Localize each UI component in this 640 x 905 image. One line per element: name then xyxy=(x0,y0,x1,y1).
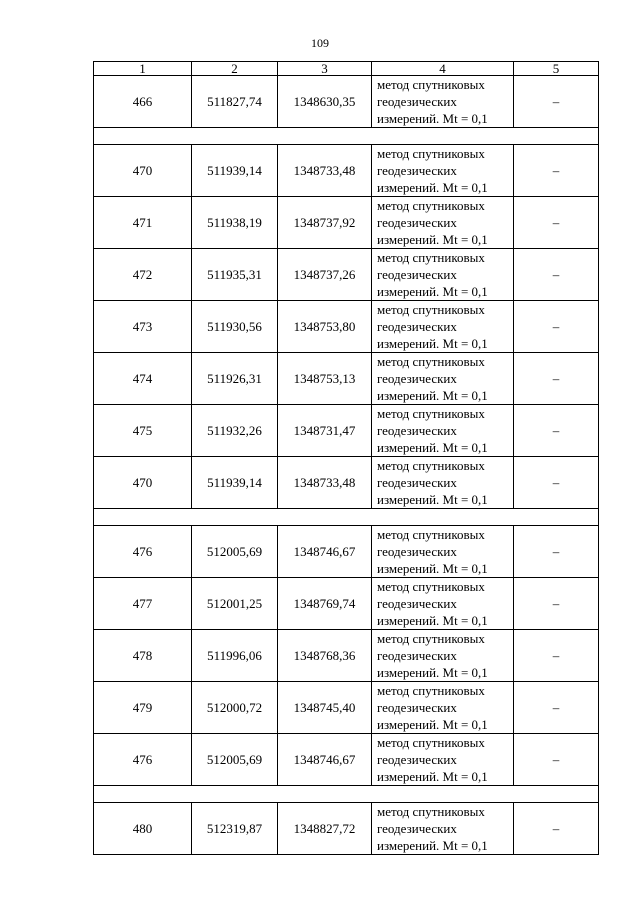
method-line: метод спутниковых xyxy=(377,406,485,421)
y-coordinate-cell: 1348737,92 xyxy=(278,197,372,249)
x-coordinate-cell: 511932,26 xyxy=(192,405,278,457)
method-cell xyxy=(372,682,514,734)
point-number-cell: 476 xyxy=(94,526,192,578)
point-number-cell: 473 xyxy=(94,301,192,353)
header-cell: 3 xyxy=(278,62,372,76)
method-line: геодезических xyxy=(377,544,457,559)
point-number-cell: 470 xyxy=(94,145,192,197)
point-number-cell: 470 xyxy=(94,457,192,509)
separator-cell xyxy=(94,786,599,803)
note-cell: – xyxy=(514,197,599,249)
note-cell: – xyxy=(514,249,599,301)
method-line: метод спутниковых xyxy=(377,579,485,594)
method-line: измерений. Mt = 0,1 xyxy=(377,561,488,576)
x-coordinate-cell: 511930,56 xyxy=(192,301,278,353)
point-number-cell: 478 xyxy=(94,630,192,682)
x-coordinate-cell: 511926,31 xyxy=(192,353,278,405)
note-cell: – xyxy=(514,145,599,197)
table-row xyxy=(94,526,599,578)
coordinates-table xyxy=(93,61,599,855)
y-coordinate-cell: 1348733,48 xyxy=(278,457,372,509)
note-cell: – xyxy=(514,457,599,509)
note-cell: – xyxy=(514,734,599,786)
method-line: метод спутниковых xyxy=(377,302,485,317)
y-coordinate-cell: 1348733,48 xyxy=(278,145,372,197)
x-coordinate-cell: 511938,19 xyxy=(192,197,278,249)
method-cell xyxy=(372,578,514,630)
method-cell xyxy=(372,145,514,197)
method-line: метод спутниковых xyxy=(377,354,485,369)
method-cell xyxy=(372,526,514,578)
method-line: метод спутниковых xyxy=(377,527,485,542)
table-row xyxy=(94,353,599,405)
table-row xyxy=(94,734,599,786)
note-cell: – xyxy=(514,630,599,682)
method-line: метод спутниковых xyxy=(377,146,485,161)
x-coordinate-cell: 511935,31 xyxy=(192,249,278,301)
point-number-cell: 472 xyxy=(94,249,192,301)
note-cell: – xyxy=(514,301,599,353)
x-coordinate-cell: 511939,14 xyxy=(192,145,278,197)
method-line: геодезических xyxy=(377,423,457,438)
method-line: измерений. Mt = 0,1 xyxy=(377,492,488,507)
method-line: геодезических xyxy=(377,94,457,109)
x-coordinate-cell: 512319,87 xyxy=(192,803,278,855)
separator-cell xyxy=(94,509,599,526)
method-line: геодезических xyxy=(377,475,457,490)
method-line: измерений. Mt = 0,1 xyxy=(377,336,488,351)
method-cell xyxy=(372,197,514,249)
method-line: измерений. Mt = 0,1 xyxy=(377,440,488,455)
method-line: геодезических xyxy=(377,267,457,282)
note-cell: – xyxy=(514,76,599,128)
method-line: геодезических xyxy=(377,752,457,767)
y-coordinate-cell: 1348753,80 xyxy=(278,301,372,353)
y-coordinate-cell: 1348753,13 xyxy=(278,353,372,405)
table-row xyxy=(94,145,599,197)
x-coordinate-cell: 512000,72 xyxy=(192,682,278,734)
method-line: метод спутниковых xyxy=(377,198,485,213)
method-line: измерений. Mt = 0,1 xyxy=(377,284,488,299)
method-line: геодезических xyxy=(377,371,457,386)
method-line: измерений. Mt = 0,1 xyxy=(377,717,488,732)
point-number-cell: 471 xyxy=(94,197,192,249)
separator-row xyxy=(94,509,599,526)
y-coordinate-cell: 1348768,36 xyxy=(278,630,372,682)
x-coordinate-cell: 512005,69 xyxy=(192,734,278,786)
method-line: измерений. Mt = 0,1 xyxy=(377,180,488,195)
separator-row xyxy=(94,786,599,803)
header-cell: 2 xyxy=(192,62,278,76)
method-line: геодезических xyxy=(377,163,457,178)
method-line: метод спутниковых xyxy=(377,804,485,819)
x-coordinate-cell: 511996,06 xyxy=(192,630,278,682)
method-cell xyxy=(372,803,514,855)
x-coordinate-cell: 512005,69 xyxy=(192,526,278,578)
method-cell xyxy=(372,457,514,509)
method-line: метод спутниковых xyxy=(377,735,485,750)
header-cell: 5 xyxy=(514,62,599,76)
method-line: геодезических xyxy=(377,700,457,715)
point-number-cell: 479 xyxy=(94,682,192,734)
note-cell: – xyxy=(514,353,599,405)
y-coordinate-cell: 1348746,67 xyxy=(278,734,372,786)
method-cell xyxy=(372,405,514,457)
table-row xyxy=(94,457,599,509)
note-cell: – xyxy=(514,405,599,457)
method-line: геодезических xyxy=(377,821,457,836)
y-coordinate-cell: 1348746,67 xyxy=(278,526,372,578)
y-coordinate-cell: 1348737,26 xyxy=(278,249,372,301)
method-line: измерений. Mt = 0,1 xyxy=(377,232,488,247)
table-body xyxy=(94,62,599,855)
header-row xyxy=(94,62,599,76)
method-line: геодезических xyxy=(377,648,457,663)
y-coordinate-cell: 1348827,72 xyxy=(278,803,372,855)
table-row xyxy=(94,682,599,734)
method-line: измерений. Mt = 0,1 xyxy=(377,665,488,680)
point-number-cell: 477 xyxy=(94,578,192,630)
method-cell xyxy=(372,630,514,682)
method-cell xyxy=(372,734,514,786)
header-cell: 1 xyxy=(94,62,192,76)
separator-cell xyxy=(94,128,599,145)
y-coordinate-cell: 1348745,40 xyxy=(278,682,372,734)
table-row xyxy=(94,630,599,682)
table-row xyxy=(94,301,599,353)
method-cell xyxy=(372,76,514,128)
table-row xyxy=(94,578,599,630)
method-cell xyxy=(372,353,514,405)
method-line: измерений. Mt = 0,1 xyxy=(377,388,488,403)
method-line: метод спутниковых xyxy=(377,250,485,265)
method-line: метод спутниковых xyxy=(377,631,485,646)
method-line: измерений. Mt = 0,1 xyxy=(377,769,488,784)
table-row xyxy=(94,197,599,249)
note-cell: – xyxy=(514,803,599,855)
table-row xyxy=(94,249,599,301)
method-line: геодезических xyxy=(377,596,457,611)
separator-row xyxy=(94,128,599,145)
y-coordinate-cell: 1348630,35 xyxy=(278,76,372,128)
method-line: метод спутниковых xyxy=(377,458,485,473)
y-coordinate-cell: 1348731,47 xyxy=(278,405,372,457)
table-row xyxy=(94,405,599,457)
method-line: метод спутниковых xyxy=(377,683,485,698)
note-cell: – xyxy=(514,526,599,578)
note-cell: – xyxy=(514,578,599,630)
x-coordinate-cell: 511827,74 xyxy=(192,76,278,128)
point-number-cell: 474 xyxy=(94,353,192,405)
method-line: метод спутниковых xyxy=(377,77,485,92)
table-row xyxy=(94,76,599,128)
x-coordinate-cell: 512001,25 xyxy=(192,578,278,630)
method-line: измерений. Mt = 0,1 xyxy=(377,613,488,628)
method-cell xyxy=(372,301,514,353)
point-number-cell: 475 xyxy=(94,405,192,457)
method-line: геодезических xyxy=(377,319,457,334)
method-line: измерений. Mt = 0,1 xyxy=(377,838,488,853)
page-number: 109 xyxy=(311,36,329,50)
method-cell xyxy=(372,249,514,301)
note-cell: – xyxy=(514,682,599,734)
table-row xyxy=(94,803,599,855)
point-number-cell: 476 xyxy=(94,734,192,786)
method-line: измерений. Mt = 0,1 xyxy=(377,111,488,126)
point-number-cell: 466 xyxy=(94,76,192,128)
method-line: геодезических xyxy=(377,215,457,230)
x-coordinate-cell: 511939,14 xyxy=(192,457,278,509)
y-coordinate-cell: 1348769,74 xyxy=(278,578,372,630)
header-cell: 4 xyxy=(372,62,514,76)
point-number-cell: 480 xyxy=(94,803,192,855)
